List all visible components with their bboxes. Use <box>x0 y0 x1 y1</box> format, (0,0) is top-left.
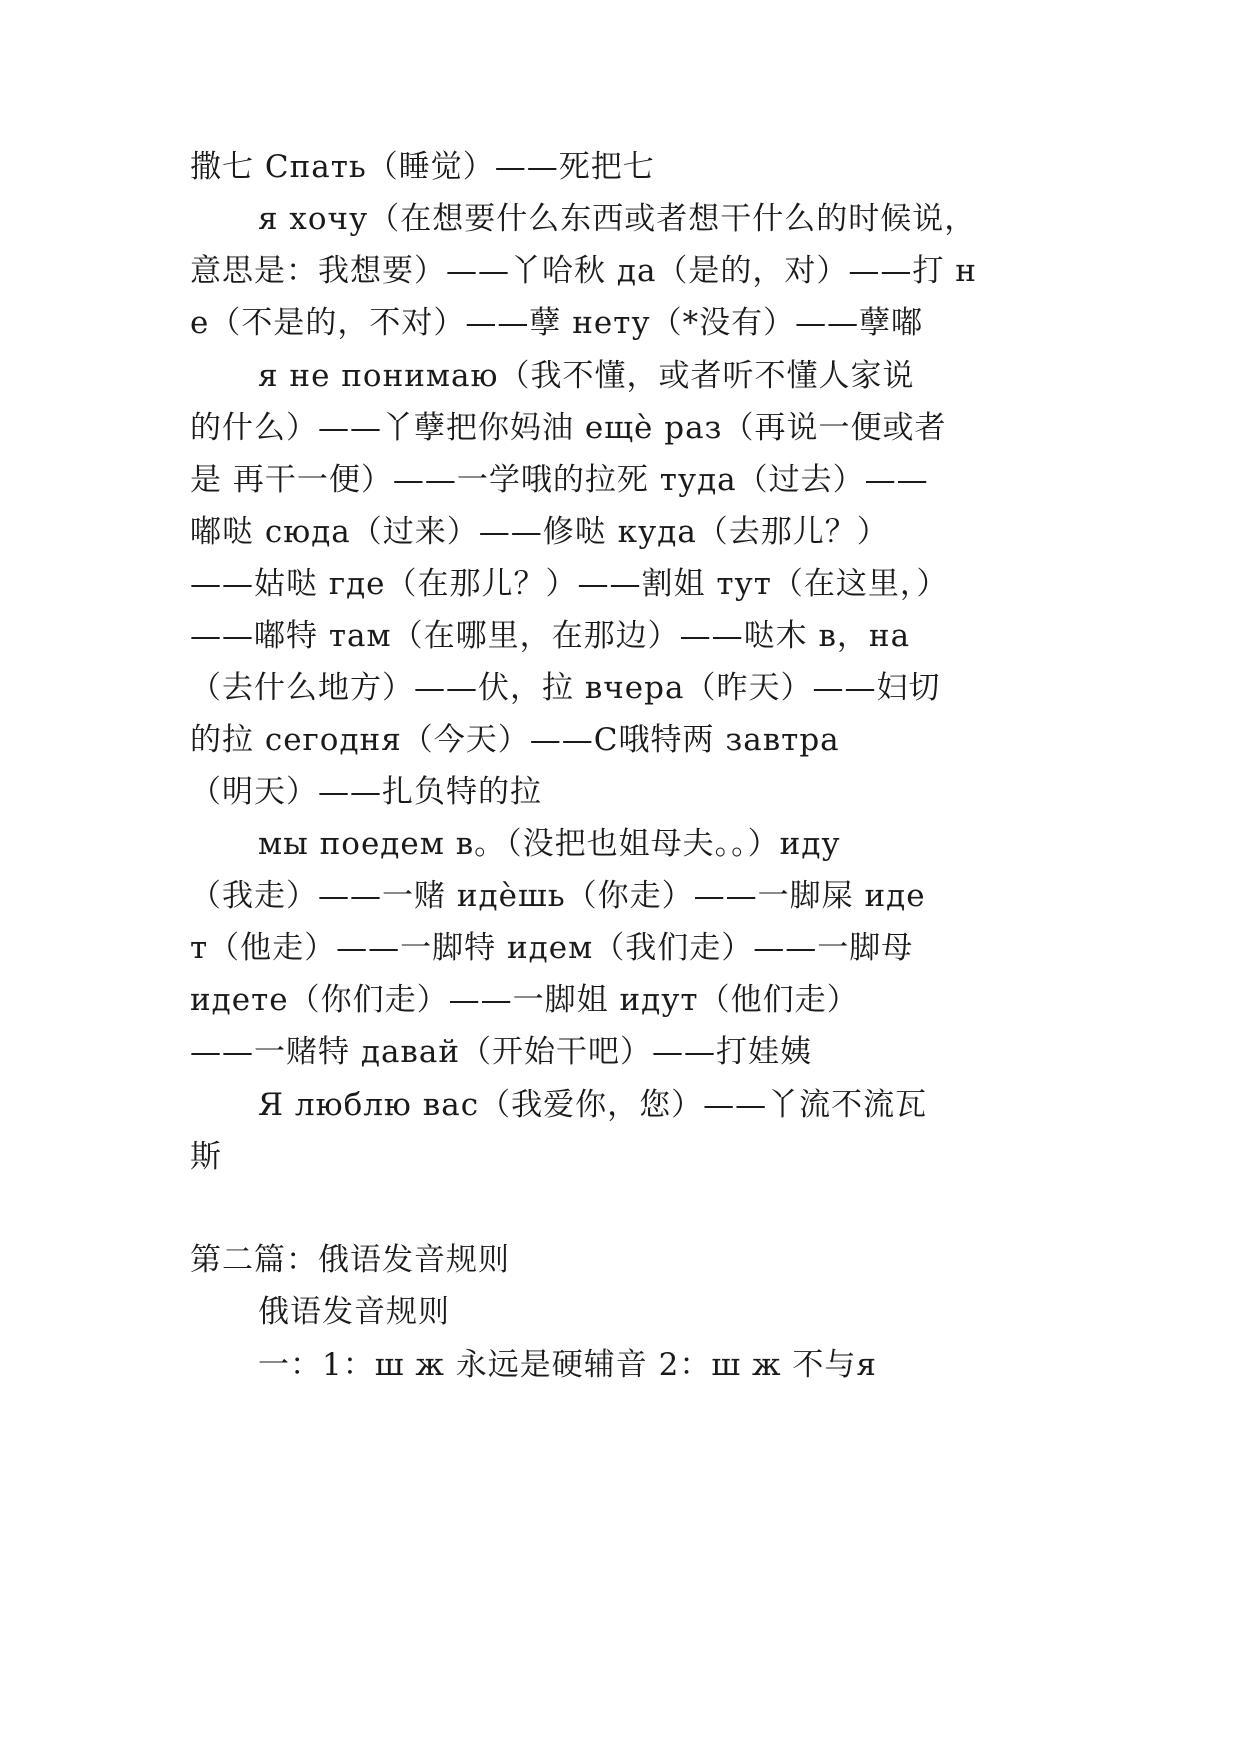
text-line: （去什么地方）——伏，拉 вчера（昨天）——妇切 <box>190 670 941 706</box>
text-line: 斯 <box>190 1139 222 1175</box>
text-line: （我走）——一赌 идèшь（你走）——一脚屎 иде <box>190 878 926 914</box>
text-line: （明天）——扎负特的拉 <box>190 774 542 810</box>
text-line: 撒七 Спать（睡觉）——死把七 <box>190 149 655 185</box>
text-line: идете（你们走）——一脚姐 идут（他们走） <box>190 982 859 1018</box>
text-line: 的拉 сегодня（今天）——С哦特两 завтра <box>190 722 840 758</box>
text-line: ——一赌特 давай（开始干吧）——打娃姨 <box>190 1034 813 1070</box>
text-line: е（不是的，不对）——孽 нету（*没有）——孽嘟 <box>190 305 924 341</box>
text-line: 是 再干一便）——一学哦的拉死 туда（过去）—— <box>190 462 929 498</box>
text-line: я хочу（在想要什么东西或者想干什么的时候说， <box>258 201 977 237</box>
text-line: 嘟哒 сюда（过来）——修哒 куда（去那儿？） <box>190 514 889 550</box>
text-line: 意思是：我想要）——丫哈秋 да（是的，对）——打 н <box>190 253 977 289</box>
subheading: 俄语发音规则 <box>258 1294 450 1330</box>
text-line: ——嘟特 там（在哪里，在那边）——哒木 в，на <box>190 618 911 654</box>
text-line: ——姑哒 где（在那儿？）——割姐 тут（在这里，） <box>190 566 949 602</box>
text-line: я не понимаю（我不懂，或者听不懂人家说 <box>258 358 915 394</box>
text-line: Я люблю вас（我爱你，您）——丫流不流瓦 <box>258 1087 928 1123</box>
text-line: т（他走）——一脚特 идем（我们走）——一脚母 <box>190 930 914 966</box>
text-line: 一：1：ш ж 永远是硬辅音 2：ш ж 不与я <box>258 1347 877 1383</box>
section-heading: 第二篇：俄语发音规则 <box>190 1242 510 1278</box>
text-line: 的什么）——丫孽把你妈油 ещè раз（再说一便或者 <box>190 410 947 446</box>
text-line: мы поедем в。（没把也姐母夫。。）иду <box>258 826 841 862</box>
